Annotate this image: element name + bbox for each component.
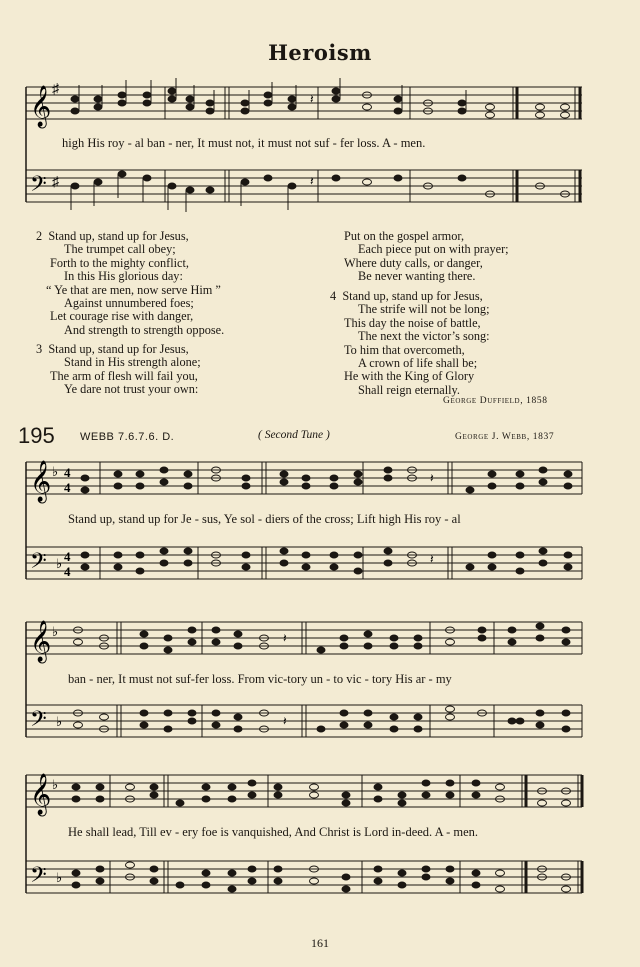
verse-line: Stand up, stand up for Jesus, bbox=[48, 229, 189, 243]
bass-clef-icon: 𝄢 bbox=[30, 549, 47, 579]
treble-clef-icon: 𝄞 bbox=[30, 461, 52, 502]
treble-staff-lines bbox=[26, 622, 582, 654]
time-signature-bottom: 4 bbox=[64, 480, 71, 495]
verse-line: “ Ye that are men, now serve Him ” bbox=[46, 282, 221, 297]
verse-line: Put on the gospel armor, bbox=[344, 229, 465, 243]
bass-staff-lines bbox=[26, 170, 582, 202]
key-signature-sharp-icon: ♯ bbox=[52, 82, 59, 97]
author-credit: George Duffield, 1858 bbox=[443, 396, 548, 406]
bass-staff-lines bbox=[26, 861, 582, 893]
second-tune-label: ( Second Tune ) bbox=[258, 429, 330, 441]
verse-2 bbox=[36, 230, 296, 337]
treble-clef-icon: 𝄞 bbox=[30, 86, 52, 127]
verse-line: Where duty calls, or danger, bbox=[344, 255, 483, 270]
rest-icon: 𝄽 bbox=[310, 92, 314, 106]
verse-line: The strife will not be long; bbox=[358, 302, 490, 317]
prev-hymn-lyric-line: high His roy - al ban - ner, It must not, it must not suf - fer loss. A - men. bbox=[62, 136, 426, 150]
rest-icon: 𝄽 bbox=[430, 471, 434, 485]
verse-line: This day the noise of battle, bbox=[344, 315, 481, 330]
time-signature-bottom: 4 bbox=[64, 564, 71, 579]
time-signature-top: 4 bbox=[64, 465, 71, 480]
verse-line: Let courage rise with danger, bbox=[50, 309, 194, 324]
verse-line: To him that overcometh, bbox=[344, 342, 465, 357]
flat-icon: ♭ bbox=[56, 714, 63, 729]
composer-credit: George J. Webb, 1837 bbox=[455, 432, 555, 442]
rest-icon: 𝄽 bbox=[430, 552, 434, 566]
verse-line: And strength to strength oppose. bbox=[64, 322, 225, 337]
verse-number: 3 bbox=[36, 342, 43, 356]
music-system-3 bbox=[0, 766, 640, 916]
verse-line: Forth to the mighty conflict, bbox=[50, 255, 190, 270]
flat-icon: ♭ bbox=[56, 556, 63, 571]
verse-line: In this His glorious day: bbox=[64, 269, 183, 284]
verse-line: The next the victor’s song: bbox=[358, 329, 490, 344]
tune-name: WEBB 7.6.7.6. D. bbox=[80, 431, 175, 443]
treble-clef-icon: 𝄞 bbox=[30, 621, 52, 662]
verse-4 bbox=[330, 290, 614, 397]
verse-3 bbox=[36, 343, 296, 397]
rest-icon: 𝄽 bbox=[283, 714, 287, 728]
verse-number: 2 bbox=[36, 229, 43, 243]
verse-line: Ye dare not trust your own: bbox=[64, 382, 199, 397]
verse-line: Stand up, stand up for Jesus, bbox=[342, 289, 483, 303]
treble-staff-lines bbox=[26, 87, 582, 119]
lyric-line-1: Stand up, stand up for Je - sus, Ye sol - diers of the cross; Lift high His roy - al bbox=[68, 512, 461, 526]
flat-icon: ♭ bbox=[52, 624, 59, 639]
rest-icon: 𝄽 bbox=[310, 174, 314, 188]
verse-line: Shall reign eternally. bbox=[358, 382, 460, 397]
verse-line: He with the King of Glory bbox=[344, 369, 475, 384]
verse-line: Stand in His strength alone; bbox=[64, 355, 201, 370]
treble-clef-icon: 𝄞 bbox=[30, 774, 52, 815]
verse-line: Each piece put on with prayer; bbox=[358, 242, 509, 257]
page-title: Heroism bbox=[268, 40, 372, 65]
rest-icon: 𝄽 bbox=[283, 631, 287, 645]
lyric-line-3: He shall lead, Till ev - ery foe is vanquished, And Christ is Lord in-deed. A - men. bbox=[68, 825, 479, 839]
verse-line: The arm of flesh will fail you, bbox=[50, 368, 198, 383]
verse-number: 4 bbox=[330, 289, 337, 303]
verse-line: The trumpet call obey; bbox=[64, 242, 176, 257]
verse-3-continued bbox=[344, 230, 614, 284]
verse-line: A crown of life shall be; bbox=[358, 356, 478, 371]
lyric-line-2: ban - ner, It must not suf-fer loss. From vic-tory un - to vic - tory His ar - my bbox=[68, 672, 452, 686]
verse-line: Against unnumbered foes; bbox=[64, 296, 194, 311]
flat-icon: ♭ bbox=[56, 870, 63, 885]
verse-line: Stand up, stand up for Jesus, bbox=[48, 342, 189, 356]
hymn-number: 195 bbox=[18, 423, 55, 448]
flat-icon: ♭ bbox=[52, 777, 59, 792]
bass-clef-icon: 𝄢 bbox=[30, 707, 47, 737]
bass-clef-icon: 𝄢 bbox=[30, 863, 47, 893]
bass-staff-lines bbox=[26, 705, 582, 737]
verse-line: Be never wanting there. bbox=[358, 269, 476, 284]
flat-icon: ♭ bbox=[52, 464, 59, 479]
bass-clef-icon: 𝄢 bbox=[30, 172, 47, 202]
key-signature-sharp-icon: ♯ bbox=[52, 175, 59, 190]
time-signature-top: 4 bbox=[64, 549, 71, 564]
page-number: 161 bbox=[311, 936, 329, 950]
